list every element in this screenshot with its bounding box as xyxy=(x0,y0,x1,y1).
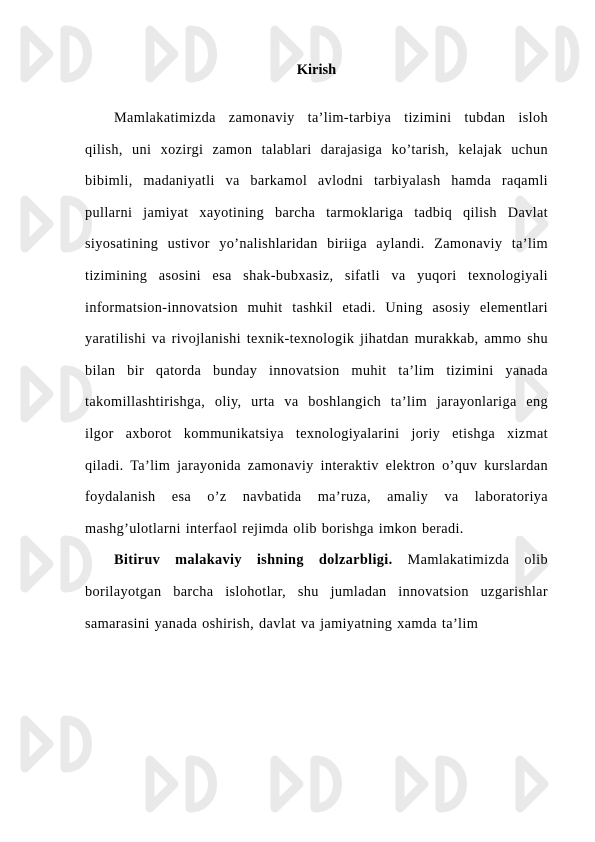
paragraph-relevance-heading: Bitiruv malakaviy ishning dolzarbligi. xyxy=(114,552,393,569)
page-title: Kirish xyxy=(296,62,337,78)
paragraph-intro xyxy=(85,103,548,545)
paragraph-intro-text: Mamlakatimizda zamonaviy ta’lim-tarbiya tizimini tubdan isloh qilish, uni xozirgi zamon talablari darajasiga ko’tarish, kelajak uchun bibimli, madaniyatli va barkamol avlodni tarbiyalash hamda raqamli pullarni jamiyat xayotining barcha tarmoklariga tadbiq qilish Davlat siyosatining ustivor yo’nalishlaridan biriiga aylandi. Zamonaviy ta’lim tizimining asosini esa shak-bubxasiz, sifatli va yuqori texnologiyali informatsion-innovatsion muhit tashkil etadi. Uning asosiy elementlari yaratilishi va rivojlanishi texnik-texnologik jihatdan murakkab, ammo shu bilan bir qatorda bunday innovatsion muhit ta’lim tizimini yanada takomillashtirishga, oliy, urta va boshlangich ta’lim jarayonlariga eng ilgor axborot kommunikatsiya texnologiyalarini joriy etishga xizmat qiladi. Ta’lim jarayonida zamonaviy interaktiv elektron o’quv kurslardan foydalanish esa o’z navbatida ma’ruza, amaliy va laboratoriya mashg’ulotlarni interfaol rejimda olib borishga imkon beradi. xyxy=(85,110,548,537)
paragraph-relevance-text: Mamlakatimizda olib borilayotgan barcha islohotlar, shu jumladan innovatsion uzgarishlar samarasini yanada oshirish, davlat va jamiyatning xamda ta’lim xyxy=(85,552,548,632)
paragraph-relevance xyxy=(85,545,548,640)
document-body xyxy=(85,103,548,640)
